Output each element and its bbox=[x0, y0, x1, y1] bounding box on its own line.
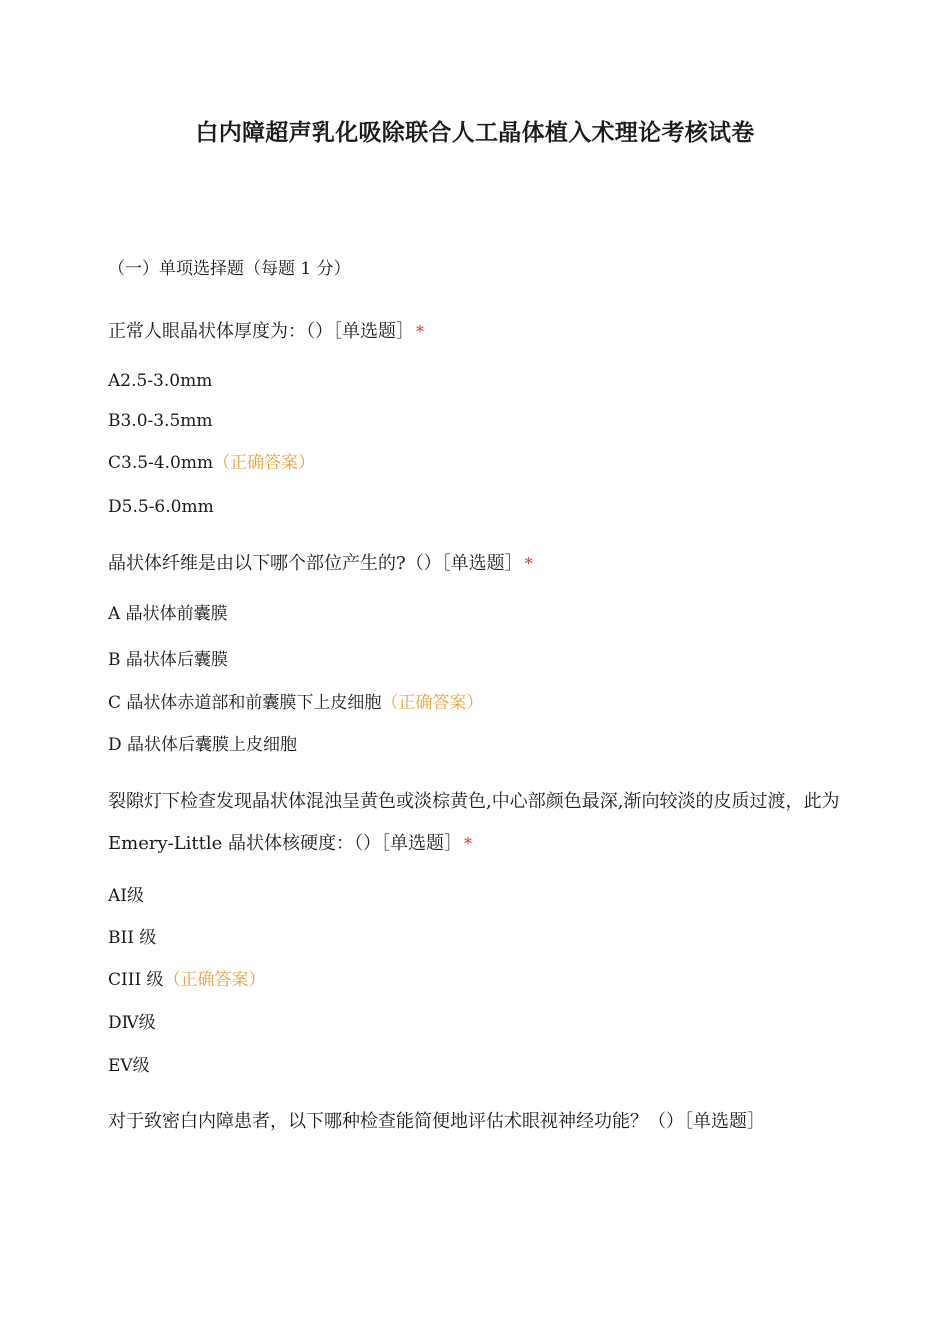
question-3-option-e[interactable]: EⅤ级 bbox=[108, 1056, 150, 1076]
required-marker: * bbox=[416, 322, 424, 341]
correct-answer-tag: （正确答案） bbox=[213, 453, 316, 473]
required-marker: * bbox=[464, 834, 473, 853]
page-title: 白内障超声乳化吸除联合人工晶体植入术理论考核试卷 bbox=[195, 120, 755, 146]
question-2-option-d[interactable]: D 晶状体后囊膜上皮细胞 bbox=[108, 735, 298, 755]
question-1-option-c[interactable] bbox=[108, 450, 315, 476]
correct-answer-tag: （正确答案） bbox=[163, 970, 266, 990]
section-heading: （一）单项选择题（每题 1 分） bbox=[108, 259, 351, 279]
question-4-text: 对于致密白内障患者，以下哪种检查能简便地评估术眼视神经功能？（）［单选题］ bbox=[108, 1111, 765, 1132]
question-1-option-b[interactable]: B3.0-3.5mm bbox=[108, 411, 213, 431]
question-3 bbox=[108, 781, 843, 865]
question-2-text: 晶状体纤维是由以下哪个部位产生的?（）［单选题］ bbox=[108, 553, 523, 574]
question-1-option-a[interactable]: A2.5-3.0mm bbox=[108, 371, 213, 391]
question-2-option-b[interactable]: B 晶状体后囊膜 bbox=[108, 650, 228, 670]
question-3-option-c[interactable] bbox=[108, 967, 266, 993]
question-1-option-d[interactable]: D5.5-6.0mm bbox=[108, 497, 214, 517]
question-2-option-a[interactable]: A 晶状体前囊膜 bbox=[108, 604, 228, 624]
question-1-text: 正常人眼晶状体厚度为：（）［单选题］ bbox=[108, 321, 414, 342]
question-3-text: 裂隙灯下检查发现晶状体混浊呈黄色或淡棕黄色,中心部颜色最深,渐向较淡的皮质过渡，此为 Emery-Little 晶状体核硬度：（）［单选题］ bbox=[108, 791, 840, 854]
option-label: C 晶状体赤道部和前囊膜下上皮细胞 bbox=[108, 693, 382, 713]
question-4 bbox=[108, 1110, 843, 1134]
option-label: CIII 级 bbox=[108, 970, 164, 990]
question-2-option-c[interactable] bbox=[108, 690, 483, 716]
option-label: C3.5-4.0mm bbox=[108, 453, 214, 473]
correct-answer-tag: （正确答案） bbox=[381, 693, 484, 713]
question-3-option-d[interactable]: DⅣ级 bbox=[108, 1013, 156, 1033]
question-2 bbox=[108, 551, 533, 577]
required-marker: * bbox=[524, 554, 533, 573]
question-3-option-a[interactable]: AⅠ级 bbox=[108, 886, 144, 906]
question-1 bbox=[108, 319, 424, 345]
question-3-option-b[interactable]: BII 级 bbox=[108, 928, 157, 948]
